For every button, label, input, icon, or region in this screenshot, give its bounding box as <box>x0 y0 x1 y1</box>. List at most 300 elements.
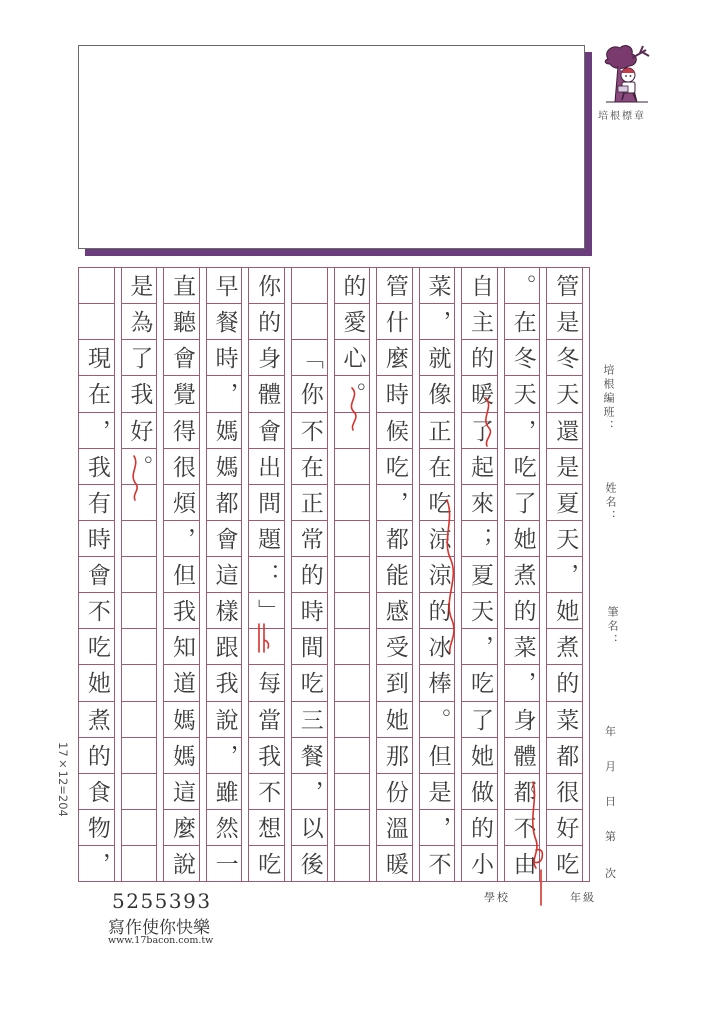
handwritten-character: 身 <box>254 346 281 370</box>
grid-cell <box>79 593 114 629</box>
grid-cell <box>164 485 199 521</box>
handwritten-character: 很 <box>169 454 195 478</box>
handwritten-character: 現 <box>83 346 110 370</box>
handwritten-character: ， <box>509 671 536 695</box>
grid-cell <box>420 665 455 701</box>
handwritten-character: 菜 <box>552 707 579 731</box>
handwritten-character: 的 <box>552 671 579 695</box>
grid-cell <box>164 738 199 774</box>
date-day-label: 日 <box>605 795 616 808</box>
handwritten-character: 不 <box>296 418 323 442</box>
handwritten-character: 我 <box>126 382 153 406</box>
handwritten-character: 早 <box>211 274 238 298</box>
grid-cell <box>79 485 114 521</box>
grid-cell <box>79 268 114 304</box>
grid-cell <box>462 593 497 629</box>
grid-cell <box>377 702 412 738</box>
handwritten-character: 以 <box>296 815 323 839</box>
handwritten-character: 夏 <box>552 490 579 514</box>
grid-cell <box>335 665 370 701</box>
grid-cell <box>505 810 540 846</box>
grid-cell <box>462 449 497 485</box>
grid-cell <box>249 665 284 701</box>
grid-cell <box>335 485 370 521</box>
handwritten-character: 心 <box>339 346 366 370</box>
handwritten-character: 愛 <box>339 310 366 334</box>
composition-grid <box>78 267 590 882</box>
grid-cell <box>462 557 497 593</box>
grid-cell <box>335 774 370 810</box>
handwritten-character: 吃 <box>83 635 110 659</box>
grid-cell <box>505 629 540 665</box>
grid-cell <box>547 376 582 412</box>
handwritten-character: 還 <box>552 418 579 442</box>
grid-cell <box>462 521 497 557</box>
handwritten-character: 麼 <box>381 346 408 370</box>
grid-cell <box>462 665 497 701</box>
handwritten-character: 吃 <box>381 454 408 478</box>
grid-cell <box>547 702 582 738</box>
grid-column <box>121 268 164 881</box>
handwritten-character: 冬 <box>552 346 579 370</box>
handwritten-character: 常 <box>296 526 323 550</box>
handwritten-character: 就 <box>424 346 451 370</box>
grid-cell <box>505 557 540 593</box>
handwritten-character: 到 <box>381 671 408 695</box>
handwritten-character: 好 <box>552 815 579 839</box>
handwritten-character: 都 <box>552 743 579 767</box>
date-year-label: 年 <box>605 725 616 738</box>
handwritten-character: 她 <box>467 743 494 767</box>
grid-cell <box>420 376 455 412</box>
grid-column-cells <box>122 268 157 881</box>
grid-cell <box>207 738 242 774</box>
handwritten-character: 吃 <box>424 490 451 514</box>
grid-cell <box>207 304 242 340</box>
grid-cell <box>122 702 157 738</box>
grid-cell <box>505 846 540 881</box>
grid-cell <box>122 340 157 376</box>
brand-slogan: 寫作使你快樂 <box>108 918 210 938</box>
handwritten-character: 主 <box>467 310 494 334</box>
handwritten-character: 。 <box>509 274 536 298</box>
grid-cell <box>249 413 284 449</box>
grid-cell <box>292 413 327 449</box>
grid-cell <box>505 304 540 340</box>
grid-column-cells <box>547 268 582 881</box>
handwritten-character: 道 <box>169 671 195 695</box>
handwritten-character: 的 <box>296 563 323 587</box>
grid-cell <box>377 810 412 846</box>
grid-cell <box>335 810 370 846</box>
handwritten-character: 跟 <box>211 635 238 659</box>
handwritten-character: 管 <box>552 274 579 298</box>
grid-cell <box>420 340 455 376</box>
handwritten-character: 後 <box>296 852 323 876</box>
grid-cell <box>79 557 114 593</box>
grid-cell <box>420 413 455 449</box>
handwritten-character: 得 <box>169 418 195 442</box>
handwritten-character: 但 <box>424 743 451 767</box>
handwritten-character: 是 <box>552 454 579 478</box>
grid-cell <box>505 376 540 412</box>
grid-cell <box>377 665 412 701</box>
session-ordinal-label: 第 <box>605 830 616 843</box>
grid-cell <box>122 810 157 846</box>
grid-cell <box>122 485 157 521</box>
handwritten-character: 媽 <box>169 743 195 767</box>
handwritten-character: 直 <box>169 274 195 298</box>
handwritten-character: 會 <box>83 563 110 587</box>
handwritten-character: ， <box>211 743 238 767</box>
handwritten-character: 這 <box>211 563 238 587</box>
handwritten-character: 的 <box>467 815 494 839</box>
grid-cell <box>164 665 199 701</box>
grid-cell <box>547 485 582 521</box>
grid-cell <box>505 449 540 485</box>
grid-cell <box>377 413 412 449</box>
handwritten-character: ， <box>424 310 451 334</box>
grid-cell <box>249 304 284 340</box>
grid-cell <box>547 304 582 340</box>
handwritten-character: 。 <box>424 707 451 731</box>
handwritten-character: 為 <box>126 310 153 334</box>
grid-cell <box>249 738 284 774</box>
handwritten-character: ； <box>467 526 494 550</box>
grid-cell <box>505 738 540 774</box>
handwritten-character: 正 <box>296 490 323 514</box>
grade-label: 年級 <box>570 891 596 904</box>
handwritten-character: 在 <box>83 382 110 406</box>
grid-cell <box>505 521 540 557</box>
handwritten-character: 她 <box>509 526 536 550</box>
handwritten-character: 正 <box>424 418 451 442</box>
grid-cell <box>79 702 114 738</box>
handwritten-character: 不 <box>83 599 110 623</box>
handwritten-character: 有 <box>83 490 110 514</box>
grid-column <box>419 268 462 881</box>
handwritten-character: 問 <box>254 490 281 514</box>
handwritten-character: 她 <box>552 599 579 623</box>
grid-cell <box>122 304 157 340</box>
handwritten-character: 身 <box>509 707 536 731</box>
grid-cell <box>335 557 370 593</box>
grid-cell <box>207 449 242 485</box>
grid-column <box>504 268 547 881</box>
grid-cell <box>249 449 284 485</box>
annotation-strip <box>582 268 589 881</box>
grid-cell <box>122 268 157 304</box>
grid-cell <box>207 774 242 810</box>
grid-cell <box>547 774 582 810</box>
grid-cell <box>462 629 497 665</box>
annotation-strip <box>284 268 291 881</box>
grid-cell <box>79 304 114 340</box>
handwritten-character: 自 <box>467 274 494 298</box>
grid-cell <box>377 521 412 557</box>
grid-cell <box>249 557 284 593</box>
handwritten-character: 這 <box>169 779 195 803</box>
grid-column-cells <box>292 268 327 881</box>
handwritten-character: 都 <box>381 526 408 550</box>
grid-cell <box>505 340 540 376</box>
handwritten-character: 體 <box>254 382 281 406</box>
handwritten-character: 餐 <box>296 743 323 767</box>
handwritten-character: 天 <box>552 382 579 406</box>
handwritten-character: 是 <box>552 310 579 334</box>
handwritten-character: 做 <box>467 779 494 803</box>
grid-cell <box>292 521 327 557</box>
handwritten-character: 間 <box>296 635 323 659</box>
grid-column-cells <box>335 268 370 881</box>
handwritten-character: 我 <box>83 454 110 478</box>
handwritten-character: 份 <box>381 779 408 803</box>
handwritten-character: 然 <box>211 815 238 839</box>
grid-cell <box>164 268 199 304</box>
annotation-strip <box>199 268 206 881</box>
grid-cell <box>292 304 327 340</box>
handwritten-character: 知 <box>169 635 195 659</box>
handwritten-character: 她 <box>381 707 408 731</box>
grid-cell <box>377 304 412 340</box>
grid-cell <box>292 268 327 304</box>
grid-cell <box>292 376 327 412</box>
handwritten-character: 吃 <box>509 454 536 478</box>
handwritten-character: 天 <box>552 526 579 550</box>
grid-cell <box>164 702 199 738</box>
grid-cell <box>420 485 455 521</box>
session-count-label: 次 <box>605 867 616 880</box>
handwritten-character: 你 <box>296 382 323 406</box>
handwritten-character: 體 <box>509 743 536 767</box>
grid-cell <box>249 521 284 557</box>
grid-cell <box>79 521 114 557</box>
grid-cell <box>292 702 327 738</box>
handwritten-character: 那 <box>381 743 408 767</box>
handwritten-character: ， <box>83 418 110 442</box>
grid-cell <box>79 629 114 665</box>
handwritten-character: 暖 <box>381 852 408 876</box>
grid-cell <box>292 810 327 846</box>
handwritten-character: 食 <box>83 779 110 803</box>
grid-cell <box>547 593 582 629</box>
grid-cell <box>292 774 327 810</box>
grid-cell <box>420 629 455 665</box>
grid-cell <box>164 413 199 449</box>
grid-cell <box>207 846 242 881</box>
handwritten-character: 的 <box>83 743 110 767</box>
grid-cell <box>122 557 157 593</box>
grid-cell <box>207 521 242 557</box>
grid-cell <box>377 774 412 810</box>
grid-cell <box>164 810 199 846</box>
grid-cell <box>547 413 582 449</box>
handwritten-character: 媽 <box>211 454 238 478</box>
grid-size-label: 17×12=204 <box>56 742 70 817</box>
grid-cell <box>335 413 370 449</box>
grid-cell <box>547 268 582 304</box>
grid-cell <box>207 665 242 701</box>
grid-cell <box>164 521 199 557</box>
grid-cell <box>292 593 327 629</box>
grid-cell <box>207 485 242 521</box>
grid-cell <box>547 665 582 701</box>
handwritten-character: 時 <box>83 526 110 550</box>
grid-cell <box>335 376 370 412</box>
handwritten-character: 她 <box>83 671 110 695</box>
grid-cell <box>462 413 497 449</box>
grid-cell <box>377 340 412 376</box>
handwritten-character: 煩 <box>169 490 195 514</box>
handwritten-character: ， <box>83 852 110 876</box>
handwritten-character: 都 <box>211 490 238 514</box>
grid-cell <box>164 449 199 485</box>
grid-cell <box>377 449 412 485</box>
grid-cell <box>505 413 540 449</box>
grid-cell <box>207 376 242 412</box>
handwritten-character: 都 <box>509 779 536 803</box>
grid-cell <box>122 738 157 774</box>
grid-column <box>546 268 589 881</box>
grid-cell <box>420 738 455 774</box>
annotation-strip <box>156 268 163 881</box>
grid-cell <box>122 449 157 485</box>
grid-cell <box>335 593 370 629</box>
grid-cell <box>292 340 327 376</box>
handwritten-character: ， <box>211 382 238 406</box>
handwritten-character: 吃 <box>254 852 281 876</box>
grid-cell <box>207 268 242 304</box>
grid-cell <box>335 304 370 340</box>
handwritten-character: 煮 <box>509 563 536 587</box>
handwritten-character: 雖 <box>211 779 238 803</box>
grid-cell <box>505 774 540 810</box>
handwritten-character: 菜 <box>424 274 451 298</box>
grid-cell <box>335 702 370 738</box>
annotation-strip <box>241 268 248 881</box>
handwritten-character: 由 <box>509 852 536 876</box>
tree-kid-logo-icon <box>602 44 652 106</box>
handwritten-character: 的 <box>254 310 281 334</box>
grid-cell <box>505 665 540 701</box>
grid-cell <box>547 738 582 774</box>
handwritten-character: 媽 <box>169 707 195 731</box>
handwritten-character: ， <box>509 418 536 442</box>
handwritten-character: ： <box>254 563 281 587</box>
class-label: 培根編班： <box>602 364 615 434</box>
grid-cell <box>505 485 540 521</box>
grid-cell <box>335 449 370 485</box>
school-label: 學校 <box>484 891 510 904</box>
handwritten-character: 受 <box>381 635 408 659</box>
grid-cell <box>249 774 284 810</box>
grid-cell <box>377 738 412 774</box>
grid-cell <box>79 413 114 449</box>
handwritten-character: 當 <box>254 707 281 731</box>
grid-cell <box>207 413 242 449</box>
handwritten-character: 起 <box>467 454 494 478</box>
grid-cell <box>547 629 582 665</box>
handwritten-character: 感 <box>381 599 408 623</box>
annotation-strip <box>412 268 419 881</box>
grid-cell <box>462 340 497 376</box>
grid-cell <box>164 557 199 593</box>
grid-cell <box>249 629 284 665</box>
handwritten-character: 聽 <box>169 310 195 334</box>
grid-cell <box>462 268 497 304</box>
annotation-strip <box>497 268 504 881</box>
grid-cell <box>547 449 582 485</box>
handwritten-character: 候 <box>381 418 408 442</box>
grid-cell <box>249 702 284 738</box>
grid-cell <box>249 810 284 846</box>
grid-cell <box>377 629 412 665</box>
handwritten-character: 「 <box>296 346 323 370</box>
handwritten-character: 像 <box>424 382 451 406</box>
handwritten-character: 煮 <box>83 707 110 731</box>
grid-column <box>248 268 291 881</box>
handwritten-character: 不 <box>509 815 536 839</box>
grid-column-cells <box>377 268 412 881</box>
grid-cell <box>462 304 497 340</box>
handwritten-character: 冰 <box>424 635 451 659</box>
annotation-strip <box>454 268 461 881</box>
grid-cell <box>249 485 284 521</box>
handwritten-character: 說 <box>211 707 238 731</box>
grid-cell <box>249 268 284 304</box>
handwritten-character: 吃 <box>296 671 323 695</box>
handwritten-character: 來 <box>467 490 494 514</box>
handwritten-character: 時 <box>296 599 323 623</box>
annotation-strip <box>539 268 546 881</box>
grid-cell <box>122 665 157 701</box>
grid-cell <box>462 846 497 881</box>
grid-cell <box>207 593 242 629</box>
handwritten-character: 每 <box>254 671 281 695</box>
grid-cell <box>164 304 199 340</box>
grid-cell <box>292 738 327 774</box>
grid-cell <box>420 268 455 304</box>
handwritten-character: 。 <box>126 454 153 478</box>
handwritten-character: ， <box>296 779 323 803</box>
grid-column-cells <box>79 268 114 881</box>
handwritten-character: ， <box>424 815 451 839</box>
grid-column <box>291 268 334 881</box>
handwritten-character: 時 <box>381 382 408 406</box>
handwritten-character: 物 <box>83 815 110 839</box>
grid-cell <box>79 846 114 881</box>
handwritten-character: 了 <box>126 346 153 370</box>
handwritten-character: 說 <box>169 852 195 876</box>
handwritten-character: 時 <box>211 346 238 370</box>
grid-cell <box>292 557 327 593</box>
handwritten-character: 的 <box>509 599 536 623</box>
handwritten-character: 天 <box>467 599 494 623</box>
grid-cell <box>335 629 370 665</box>
grid-cell <box>79 449 114 485</box>
grid-cell <box>420 557 455 593</box>
grid-column <box>461 268 504 881</box>
grid-cell <box>122 629 157 665</box>
handwritten-character: ， <box>552 563 579 587</box>
handwritten-character: 好 <box>126 418 153 442</box>
grid-cell <box>164 629 199 665</box>
grid-cell <box>547 521 582 557</box>
grid-column <box>376 268 419 881</box>
grid-cell <box>335 521 370 557</box>
handwritten-character: 的 <box>339 274 366 298</box>
grid-column-cells <box>420 268 455 881</box>
